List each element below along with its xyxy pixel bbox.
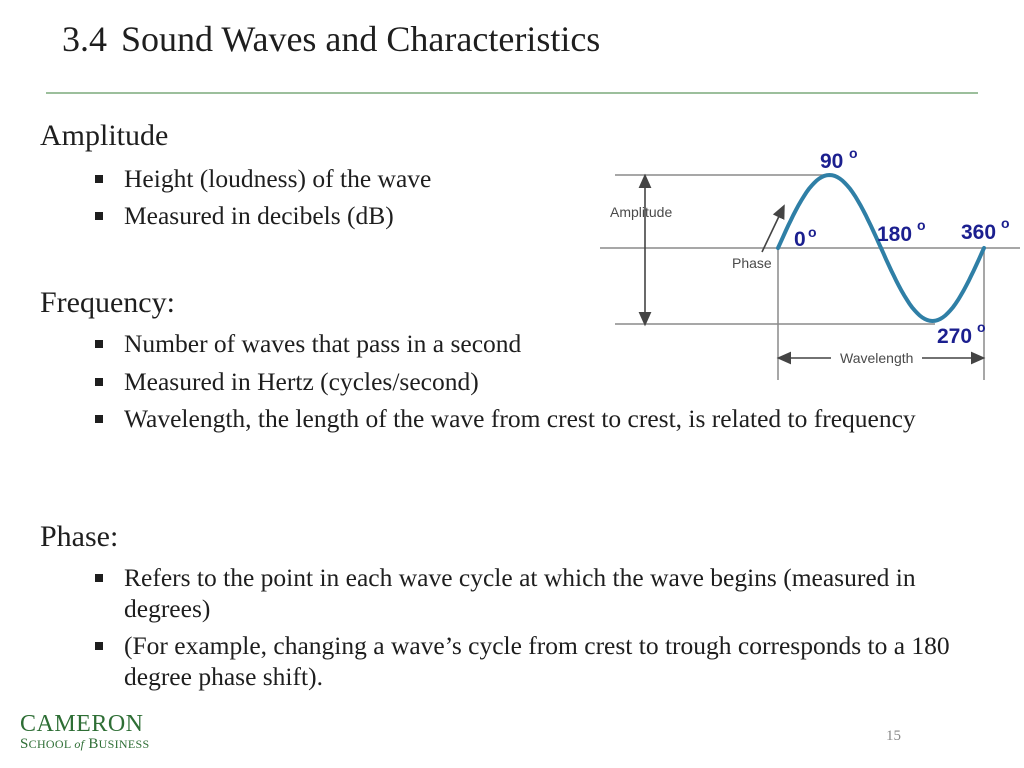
section-number: 3.4 [62,19,107,59]
degree-360-label: 360 [961,221,997,244]
degree-symbol: o [1001,215,1010,231]
bullet-marker [95,574,103,582]
wavelength-label: Wavelength [840,350,914,366]
bullet-text: Measured in Hertz (cycles/second) [124,367,479,396]
bullet-marker [95,175,103,183]
bullet-item [124,562,954,624]
bullet-item [124,630,954,692]
bullet-text: (For example, changing a wave’s cycle from crest to trough corresponds to a 180 degree phase shift). [124,631,950,691]
amplitude-label: Amplitude [610,204,673,220]
title-text: Sound Waves and Characteristics [121,19,601,59]
bullet-text: Number of waves that pass in a second [124,329,522,358]
bullet-marker [95,212,103,220]
bullet-item [124,163,584,194]
degree-symbol: o [808,224,817,240]
slide-title [62,16,600,62]
bullet-marker [95,642,103,650]
page-number: 15 [886,728,901,744]
sine-wave-diagram [590,140,1020,385]
degree-0-label: 0 [794,228,806,251]
cameron-school-logo [20,712,149,752]
logo-wordmark: CAMERON [20,711,144,737]
bullet-text: Wavelength, the length of the wave from crest to crest, is related to frequency [124,404,916,433]
bullet-text: Measured in decibels (dB) [124,201,394,230]
bullet-item [124,200,584,231]
phase-heading: Phase: [40,520,119,553]
bullet-marker [95,340,103,348]
degree-symbol: o [977,319,986,335]
bullet-item [124,328,644,359]
logo-subtitle: SCHOOL of BUSINESS [20,736,150,752]
frequency-heading: Frequency: [40,286,175,319]
bullet-marker [95,378,103,386]
title-divider [46,92,978,94]
bullet-item [124,403,954,434]
amplitude-heading: Amplitude [40,119,169,152]
phase-label: Phase [732,255,772,271]
bullet-text: Height (loudness) of the wave [124,164,432,193]
degree-symbol: o [849,145,858,161]
degree-180-label: 180 [877,223,913,246]
bullet-marker [95,415,103,423]
degree-270-label: 270 [937,325,973,348]
degree-symbol: o [917,217,926,233]
bullet-text: Refers to the point in each wave cycle at which the wave begins (measured in degrees) [124,563,916,623]
degree-90-label: 90 [820,150,844,173]
